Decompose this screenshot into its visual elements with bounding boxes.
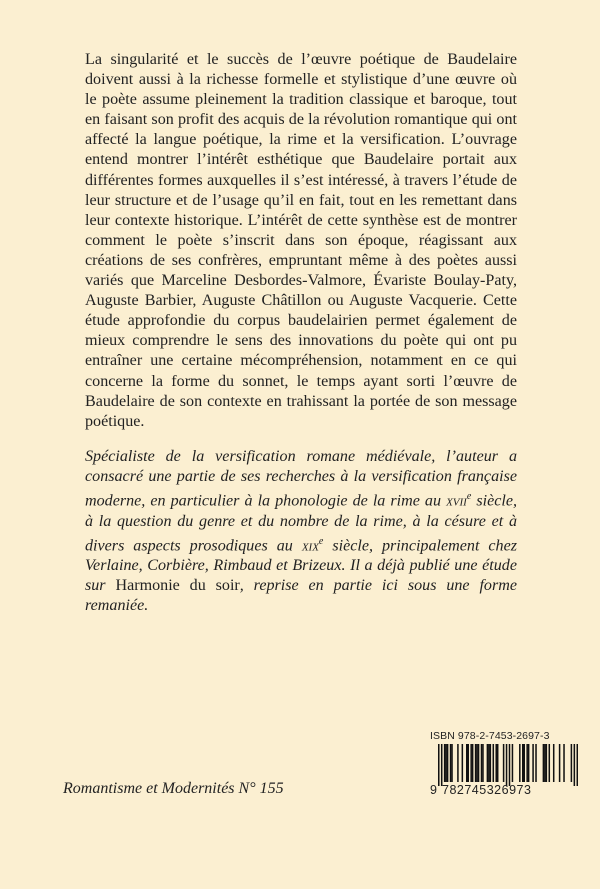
barcode-bar (472, 744, 474, 782)
barcode-bar (506, 744, 508, 786)
barcode-bar (528, 744, 530, 782)
author-note-part3: siècle, principalement chez Verlaine, Corbière, Rimbaud et Brizeux. Il a déjà publié une étude sur (85, 537, 518, 595)
barcode-bar (519, 744, 521, 782)
barcode-bar (445, 744, 447, 782)
author-note-part1: Spécialiste de la versification romane médiévale, l’auteur a consacré une partie de ses recherches à la versification française moderne, en particulier à la phonologie de la rime au (85, 448, 517, 510)
barcode-bar (574, 744, 576, 786)
barcode-bar (444, 744, 446, 782)
barcode-bar (495, 744, 497, 782)
century-19-sup: e (318, 535, 324, 547)
barcode-bar (497, 744, 499, 782)
century-17-sup: e (466, 491, 472, 503)
barcode-bar (532, 744, 534, 782)
barcode-rest-digits: 782745326973 (442, 783, 532, 797)
barcode-bar (488, 744, 490, 782)
barcode-bar (546, 744, 548, 782)
barcode-icon (438, 744, 578, 786)
barcode-bar (512, 744, 514, 782)
barcode-bar (526, 744, 528, 782)
author-note-part2: siècle, à la question du genre et du nombre de la rime, à la césure et à divers aspects prosodiques au (85, 492, 517, 555)
barcode-bar (544, 744, 546, 782)
barcode-bar (523, 744, 525, 782)
author-note-part4: , reprise en partie ici sous une forme remaniée. (85, 577, 517, 615)
barcode-bar (493, 744, 495, 782)
barcode-bar (476, 744, 478, 782)
barcode-bar (553, 744, 555, 782)
barcode-bar (543, 744, 545, 782)
barcode-bar (535, 744, 537, 782)
barcode-bar (522, 744, 524, 782)
series-name: Romantisme et Modernités N° 155 (63, 780, 284, 797)
barcode-bar (478, 744, 480, 782)
century-17: xvii (446, 492, 467, 510)
work-title: Harmonie du soir (115, 577, 240, 595)
century-19: xix (301, 537, 319, 555)
barcode-bar (577, 744, 578, 786)
barcode-bar (509, 744, 511, 786)
barcode-bar (549, 744, 551, 782)
book-description: La singularité et le succès de l’œuvre poétique de Baudelaire doivent aussi à la richesse formelle et stylistique d’une œuvre où le poète assume pleinement la tradition classique et baroque, tout en faisant son profit des acquis de la révolution romantique qui ont affecté la langue poétique, la rime et la versification. L’ouvrage entend montrer l’intérêt esthétique que Baudelaire portait aux différentes formes auxquelles il s’est intéressé, à travers l’étude de leur structure et de l’usage qu’il en fait, tout en les remettant dans leur contexte historique. L’intérêt de cette synthèse est de montrer comment le poète s’inscrit dans son époque, réagissant aux créations de ses confrères, empruntant même à des poètes aussi variés que Marceline Desbordes-Valmore, Évariste Boulay-Paty, Auguste Barbier, Auguste Châtillon ou Auguste Vacquerie. Cette étude approfondie du corpus baudelairien permet également de mieux comprendre le sens des innovations du poète qui ont pu entraîner une certaine mécompréhension, notamment en ce qui concerne la forme du sonnet, le temps ayant sorti l’œuvre de Baudelaire de son contexte en trahissant la portée de son message poétique. (85, 51, 517, 430)
barcode-bar (447, 744, 449, 782)
barcode-bar (451, 744, 453, 782)
barcode-bar (450, 744, 452, 782)
barcode-bar (467, 744, 469, 782)
barcode-bar (470, 744, 472, 782)
barcode-bar (466, 744, 468, 782)
barcode-bar (462, 744, 464, 782)
barcode-bar (441, 744, 443, 786)
isbn-label: ISBN 978-2-7453-2697-3 (430, 730, 550, 742)
barcode-bar (457, 744, 459, 782)
barcode-bar (490, 744, 492, 782)
barcode-bar (487, 744, 489, 782)
barcode-bar (563, 744, 565, 782)
barcode-bar (475, 744, 477, 782)
barcode-bar (559, 744, 561, 782)
barcode-first-digit: 9 (430, 783, 437, 797)
barcode-bar (438, 744, 440, 786)
author-note (85, 447, 517, 616)
barcode-block (430, 730, 582, 800)
barcode-bar (482, 744, 484, 782)
barcode-bar (503, 744, 505, 782)
barcode-bar (481, 744, 483, 782)
barcode-bar (571, 744, 573, 782)
